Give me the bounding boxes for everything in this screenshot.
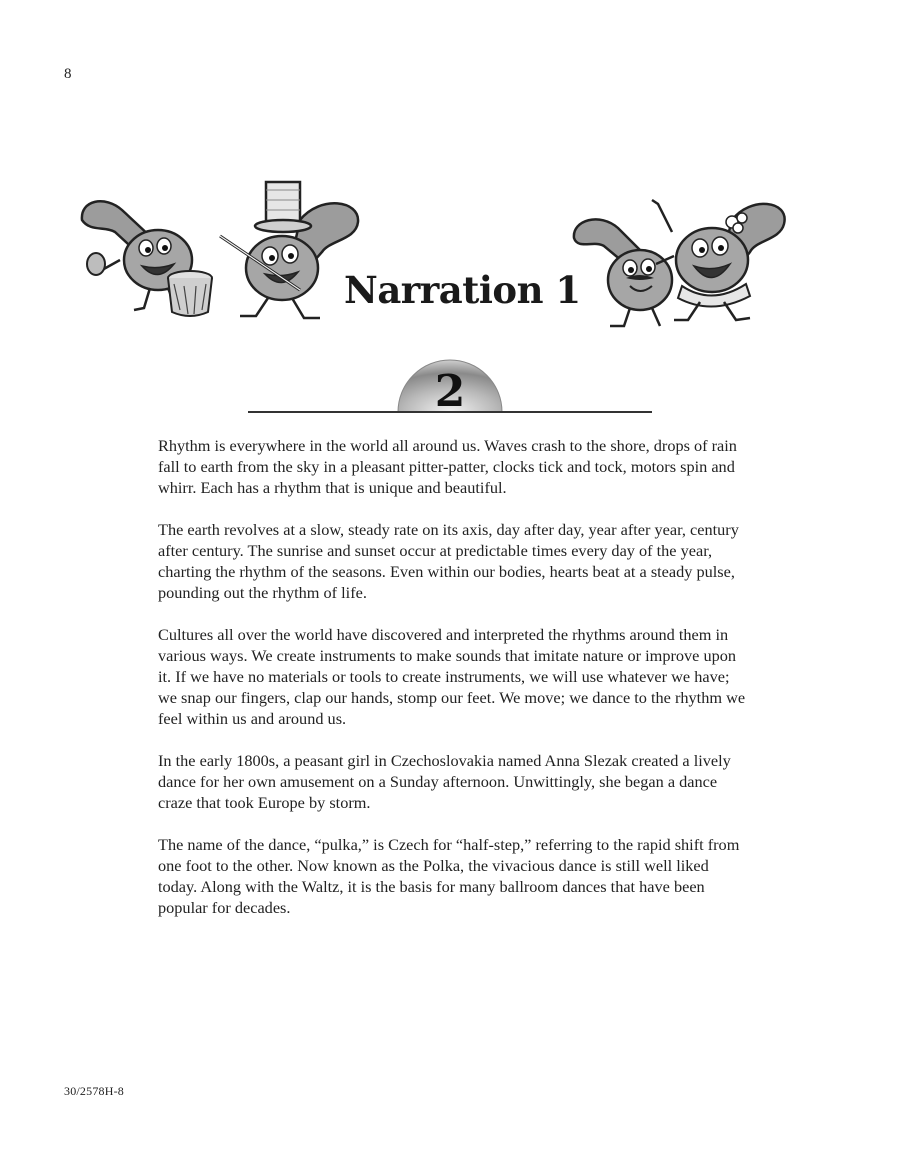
paragraph: Rhythm is everywhere in the world all around us. Waves crash to the shore, drops of rain fall to earth from the sky in a pleasant pitter-patter, clocks tick and tock, motors spin and whirr. Each has a rhythm that is unique and beautiful. [158, 436, 737, 497]
dancing-notes-right-icon [574, 200, 785, 326]
paragraph: In the early 1800s, a peasant girl in Czechoslovakia named Anna Slezak created a lively dance for her own amusement on a Sunday afternoon. Unwittingly, she began a dance craze that took Europe by storm. [158, 751, 731, 812]
title-divider [248, 411, 652, 413]
page-title: Narration 1 [344, 268, 581, 312]
dancing-notes-left-icon [82, 182, 358, 318]
cd-track-icon [396, 356, 504, 412]
narration-body [158, 435, 748, 939]
page-number: 8 [64, 66, 72, 82]
paragraph: The name of the dance, “pulka,” is Czech for “half-step,” referring to the rapid shift from one foot to the other. Now known as the Polka, the vivacious dance is still well liked today. Along with the Waltz, it is the basis for many ballroom dances that have been popular for decades. [158, 835, 740, 917]
track-number: 2 [434, 366, 466, 412]
paragraph: Cultures all over the world have discovered and interpreted the rhythms around them in various ways. We create instruments to make sounds that imitate nature or improve upon it. If we have no materials or tools to create instruments, we will use whatever we have; we snap our fingers, clap our hands, stomp our feet. We move; we dance to the rhythm we feel within us and around us. [158, 625, 746, 728]
paragraph: The earth revolves at a slow, steady rate on its axis, day after day, year after year, century after century. The sunrise and sunset occur at predictable times every day of the year, charting the rhythm of the seasons. Even within our bodies, hearts beat at a steady pulse, pounding out the rhythm of life. [158, 520, 739, 602]
header-illustration [60, 160, 800, 340]
footer-catalog-code: 30/2578H-8 [64, 1084, 124, 1098]
